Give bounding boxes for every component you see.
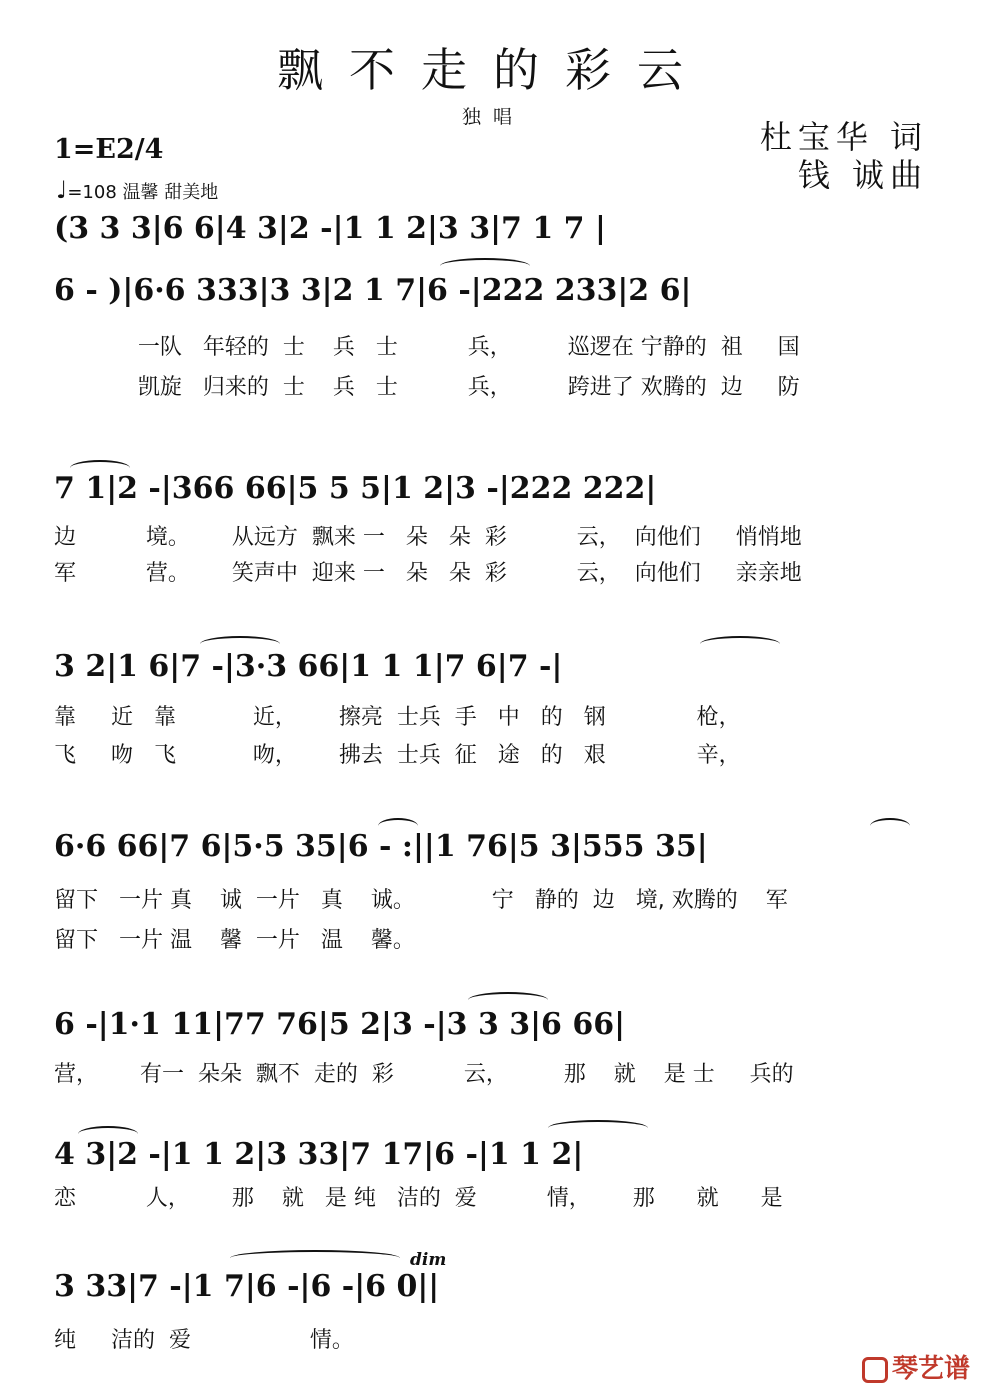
qinzhipu-logo-icon — [862, 1357, 888, 1383]
slur — [440, 258, 530, 274]
lyric-line-2-verse-1: 一队 年轻的 士 兵 士 兵， 巡逻在 宁静的 祖 国 — [54, 335, 800, 360]
lyric-line-2-verse-2: 凯旋 归来的 士 兵 士 兵， 跨进了 欢腾的 边 防 — [54, 375, 800, 400]
lyric-line-4-verse-2: 飞 吻 飞 吻， 拂去 士兵 征 途 的 艰 辛， — [54, 743, 741, 768]
lyric-line-3-verse-2: 军 营。 笑声中 迎来 一 朵 朵 彩 云， 向他们 亲亲地 — [54, 561, 802, 586]
lyric-line-8: 纯 洁的 爱 情。 — [54, 1328, 354, 1353]
quarter-note-icon: ♩ — [56, 176, 68, 204]
slur — [230, 1250, 400, 1266]
slur — [870, 818, 910, 834]
slur — [548, 1120, 648, 1136]
notation-line-7: 4 3|2 -|1 1 2|3 33|7 17|6 -|1 1 2| — [54, 1137, 584, 1172]
notation-line-1: (3 3 3|6 6|4 3|2 -|1 1 2|3 3|7 1 7 | — [54, 211, 606, 246]
notation-line-4: 3 2|1 6|7 -|3·3 66|1 1 1|7 6|7 -| — [54, 649, 563, 684]
dynamic-marking: dim — [410, 1250, 447, 1270]
lyric-line-5-verse-1: 留下 一片 真 诚 一片 真 诚。 宁 静的 边 境, 欢腾的 军 — [54, 888, 788, 913]
notation-line-6: 6 -|1·1 11|77 76|5 2|3 -|3 3 3|6 66| — [54, 1007, 626, 1042]
score-subtitle: 独唱 — [461, 106, 524, 128]
slur — [700, 636, 780, 652]
tempo-marking — [56, 176, 218, 204]
lyric-line-5-verse-2: 留下 一片 温 馨 一片 温 馨。 — [54, 928, 415, 953]
slur — [70, 460, 130, 476]
watermark-text: 琴艺谱 — [891, 1354, 970, 1384]
slur — [200, 636, 280, 652]
slur — [378, 818, 418, 834]
notation-line-5: 6·6 66|7 6|5·5 35|6 - :||1 76|5 3|555 35| — [54, 829, 708, 864]
lyric-line-4-verse-1: 靠 近 靠 近， 擦亮 士兵 手 中 的 钢 枪， — [54, 705, 741, 730]
watermark — [862, 1348, 970, 1385]
lyric-line-6: 营， 有一 朵朵 飘不 走的 彩 云， 那 就 是 士 兵的 — [54, 1062, 794, 1087]
key-signature: 1=E2/4 — [54, 134, 164, 165]
lyricist-credit: 杜宝华 词 — [759, 118, 928, 156]
notation-line-3: 7 1|2 -|366 66|5 5 5|1 2|3 -|222 222| — [54, 471, 657, 506]
notation-line-2: 6 - )|6·6 333|3 3|2 1 7|6 -|222 233|2 6| — [54, 273, 692, 308]
slur — [468, 992, 548, 1008]
score-title: 飘不走的彩云 — [277, 43, 709, 97]
tempo-text: =108 温馨 甜美地 — [67, 182, 219, 203]
notation-line-8: 3 33|7 -|1 7|6 -|6 -|6 0|| — [54, 1269, 440, 1304]
lyric-line-7: 恋 人， 那 就 是 纯 洁的 爱 情， 那 就 是 — [54, 1186, 783, 1211]
lyric-line-3-verse-1: 边 境。 从远方 飘来 一 朵 朵 彩 云， 向他们 悄悄地 — [54, 525, 802, 550]
composer-credit: 钱 诚曲 — [797, 156, 928, 194]
slur — [78, 1126, 138, 1142]
